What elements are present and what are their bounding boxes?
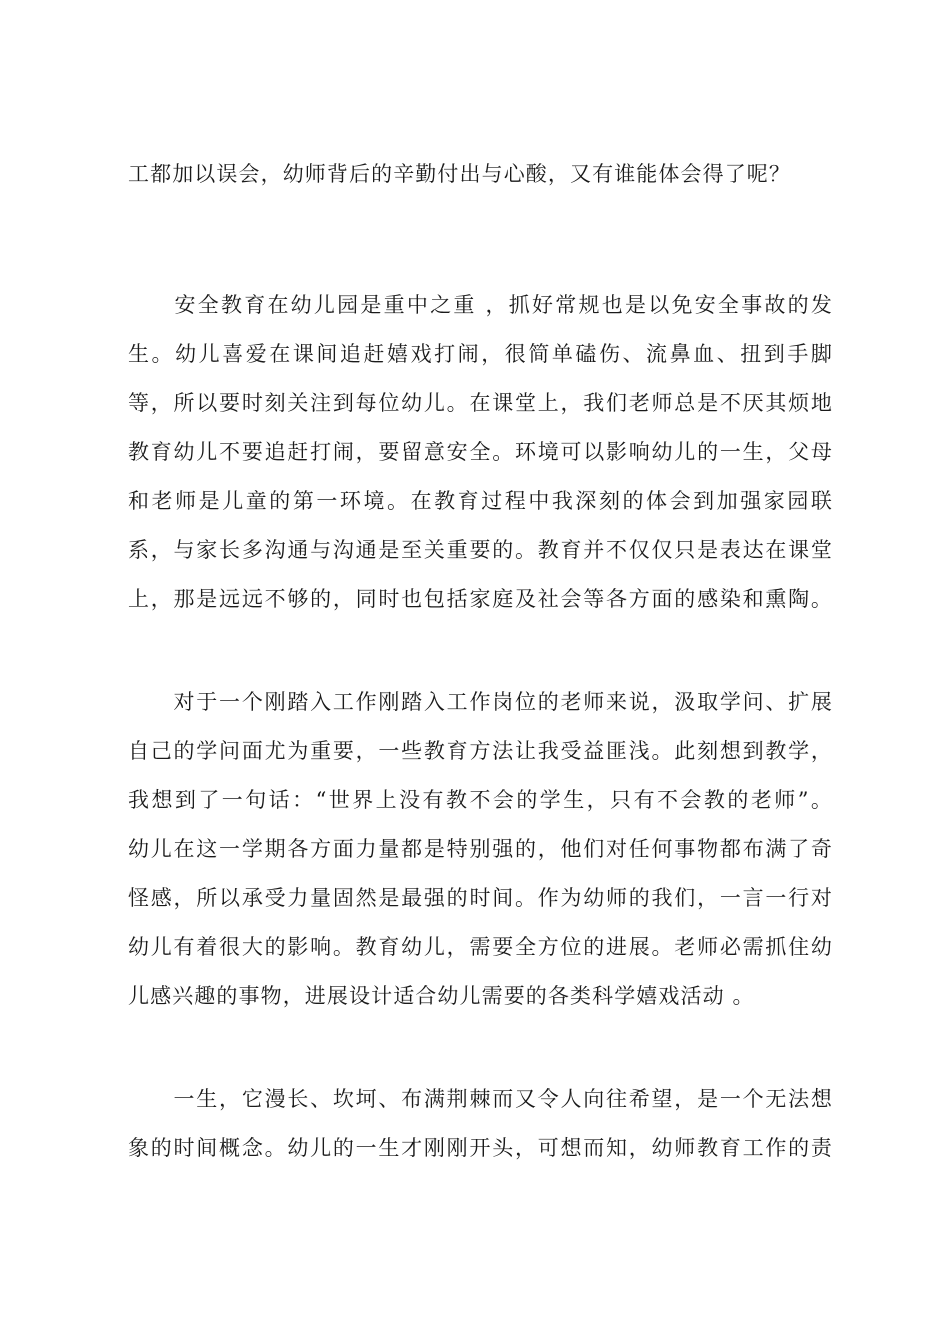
paragraph-2-line-6: 系，与家长多沟通与沟通是至关重要的。教育并不仅仅只是表达在课堂: [128, 538, 833, 562]
paragraph-2-line-1: 安全教育在幼儿园是重中之重 ，抓好常规也是以免安全事故的发: [128, 293, 833, 317]
paragraph-3-line-5: 怪感，所以承受力量固然是最强的时间。作为幼师的我们，一言一行对: [128, 886, 833, 910]
paragraph-4-line-1: 一生，它漫长、坎坷、布满荆棘而又令人向往希望，是一个无法想: [128, 1087, 833, 1111]
paragraph-2-line-4: 教育幼儿不要追赶打闹，要留意安全。环境可以影响幼儿的一生，父母: [128, 440, 833, 464]
paragraph-1-line-1: 工都加以误会，幼师背后的辛勤付出与心酸，又有谁能体会得了呢？: [128, 162, 791, 186]
paragraph-3-line-4: 幼儿在这一学期各方面力量都是特别强的，他们对任何事物都布满了奇: [128, 837, 833, 861]
paragraph-3-line-6: 幼儿有着很大的影响。教育幼儿，需要全方位的进展。老师必需抓住幼: [128, 935, 833, 959]
paragraph-4-line-2: 象的时间概念。幼儿的一生才刚刚开头，可想而知，幼师教育工作的责: [128, 1136, 833, 1160]
paragraph-2-line-3: 等，所以要时刻关注到每位幼儿。在课堂上，我们老师总是不厌其烦地: [128, 391, 833, 415]
paragraph-3-line-3: 我想到了一句话：“世界上没有教不会的学生，只有不会教的老师”。: [128, 788, 833, 812]
paragraph-2-line-7: 上，那是远远不够的，同时也包括家庭及社会等各方面的感染和熏陶。: [128, 587, 833, 611]
paragraph-3-line-7: 儿感兴趣的事物，进展设计适合幼儿需要的各类科学嬉戏活动 。: [128, 984, 755, 1008]
paragraph-2-line-2: 生。幼儿喜爱在课间追赶嬉戏打闹，很简单磕伤、流鼻血、扭到手脚: [128, 342, 833, 366]
paragraph-2-line-5: 和老师是儿童的第一环境。在教育过程中我深刻的体会到加强家园联: [128, 489, 833, 513]
paragraph-3-line-2: 自己的学问面尤为重要，一些教育方法让我受益匪浅。此刻想到教学，: [128, 739, 833, 763]
paragraph-3-line-1: 对于一个刚踏入工作刚踏入工作岗位的老师来说，汲取学问、扩展: [128, 690, 833, 714]
